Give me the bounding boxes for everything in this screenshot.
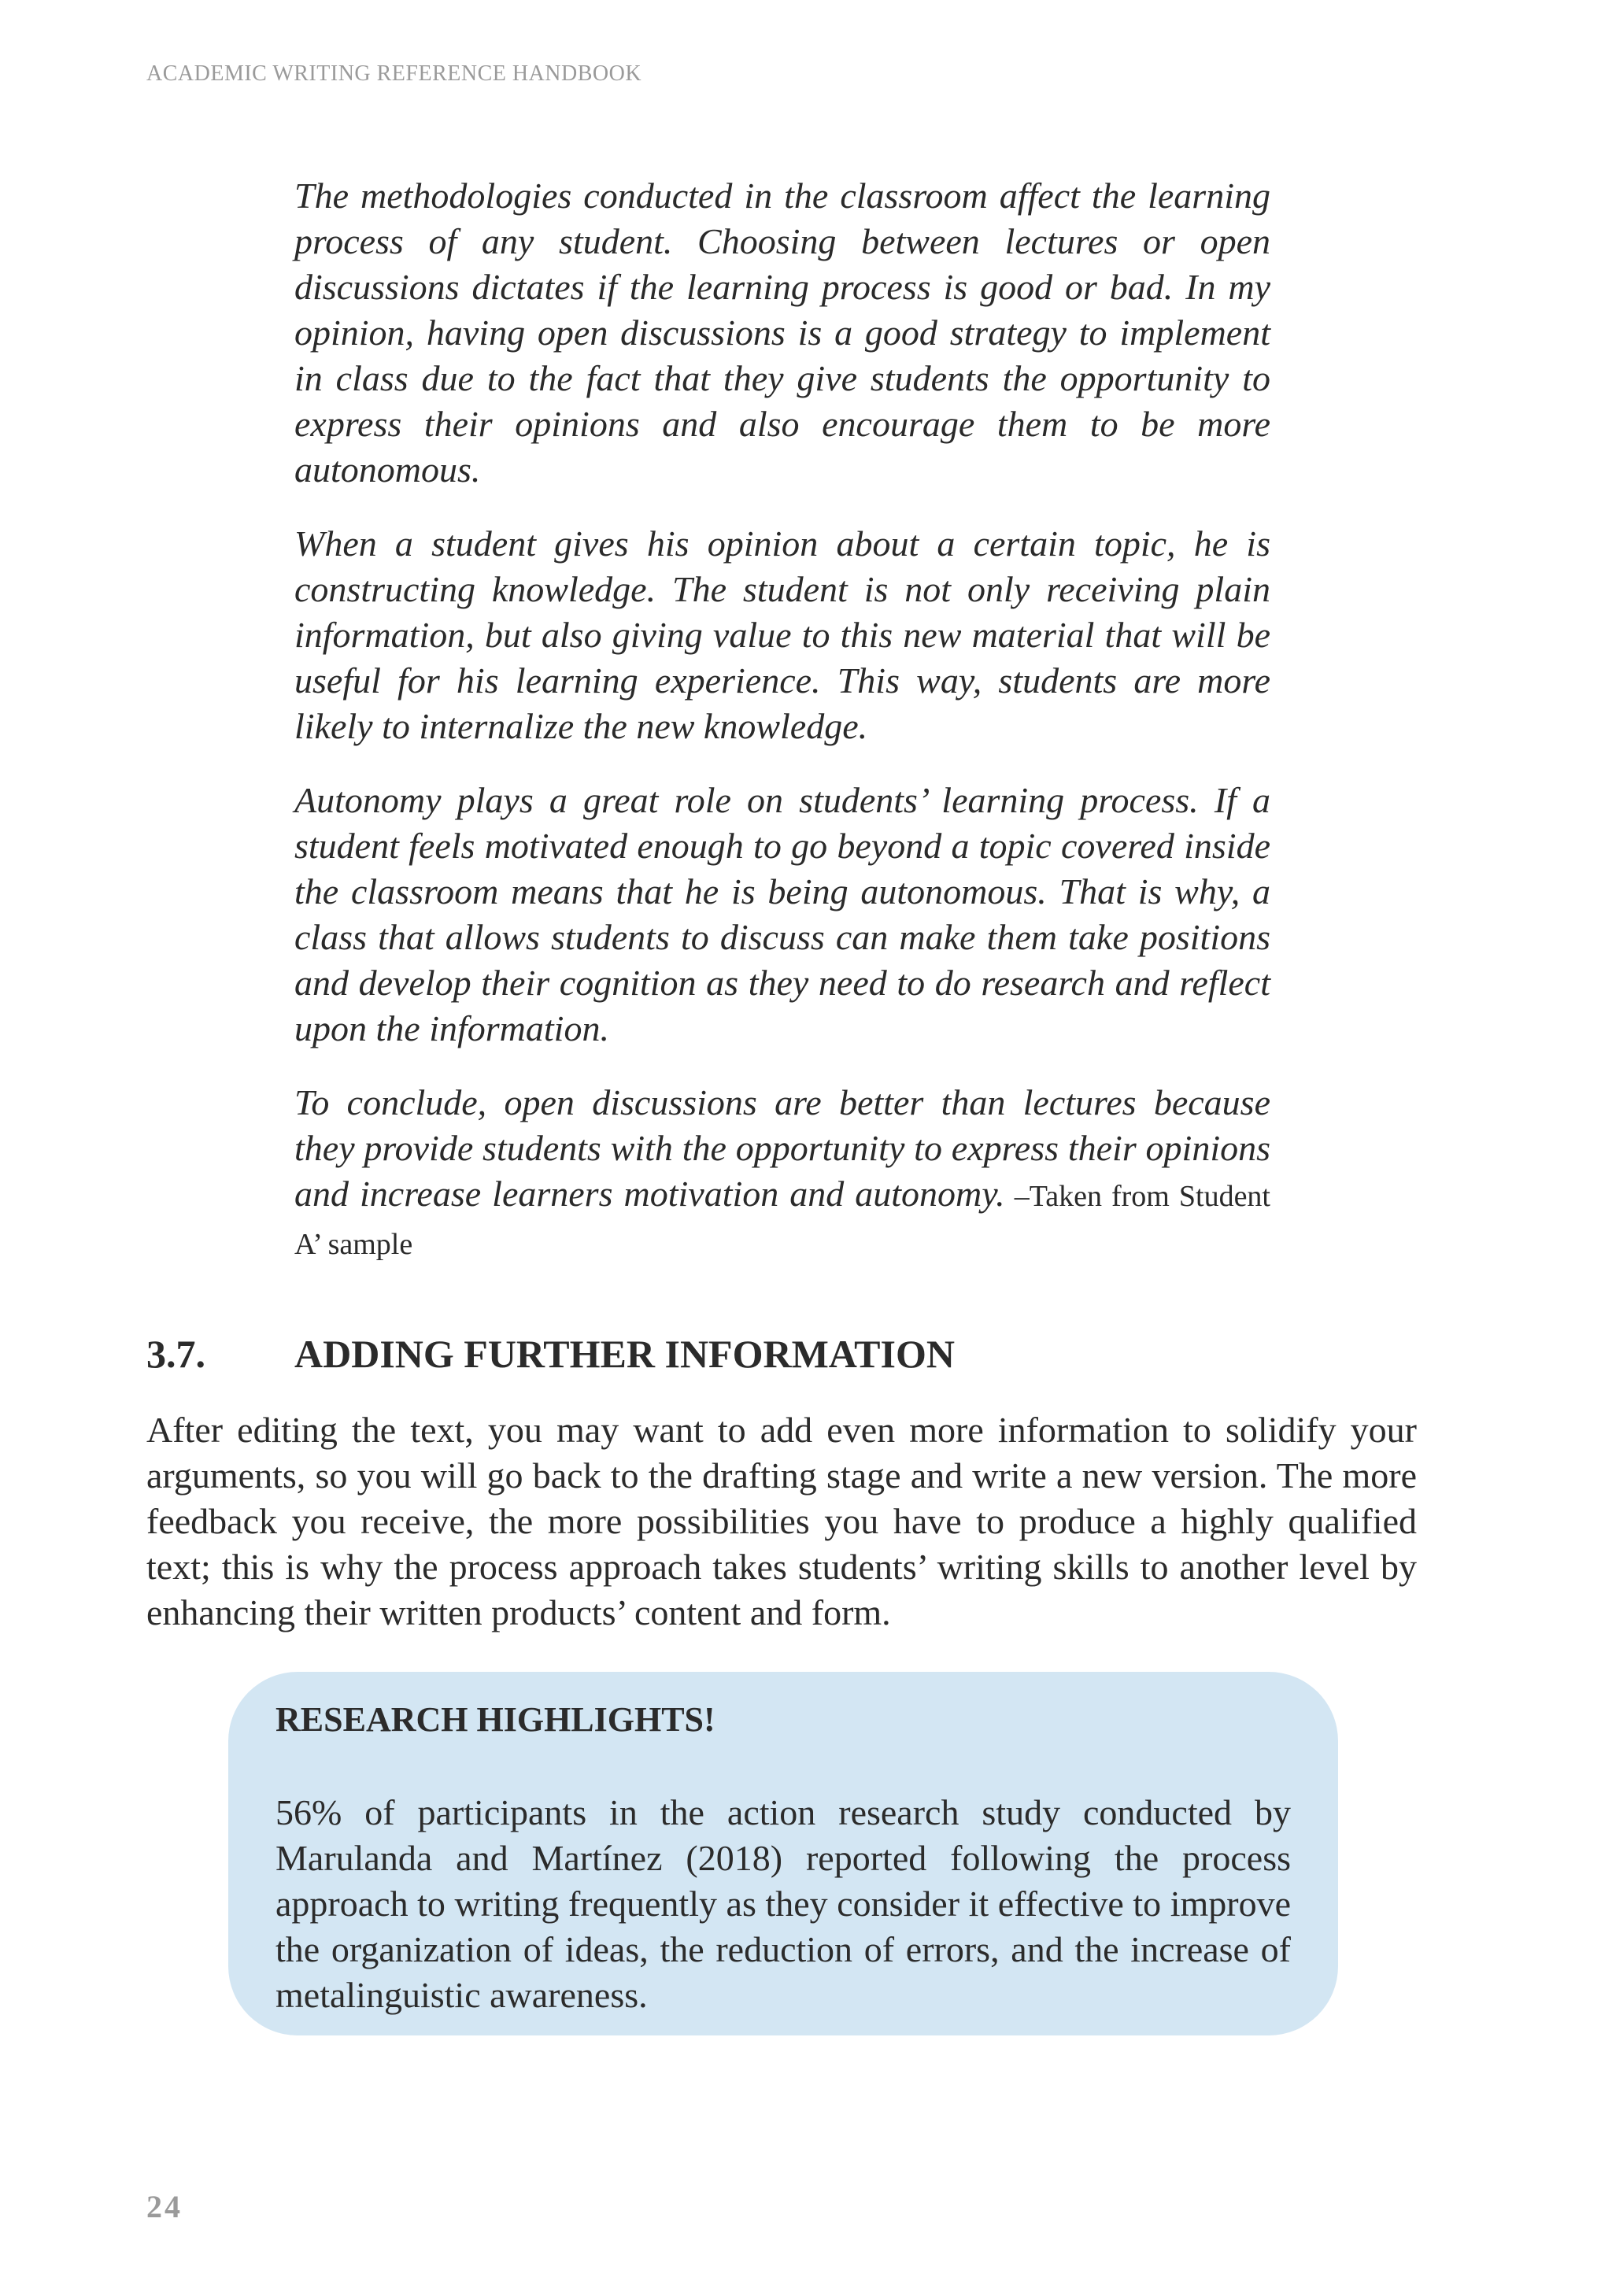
quote-paragraph-2: When a student gives his opinion about a certain topic, he is constructing knowledge. The student is not only receiving plain information, but also giving value to this new material that will be useful for his learning experience. This way, students are more likely to internalize the new knowledge. — [294, 523, 1270, 746]
section-number: 3.7. — [146, 1332, 205, 1376]
section-title: ADDING FURTHER INFORMATION — [294, 1332, 955, 1376]
research-highlights-title: RESEARCH HIGHLIGHTS! — [275, 1700, 715, 1739]
running-header: ACADEMIC WRITING REFERENCE HANDBOOK — [146, 61, 642, 86]
page-number: 24 — [146, 2189, 183, 2224]
quote-paragraph-1: The methodologies conducted in the classroom affect the learning process of any student. Choosing between lectures or open discussions dictates if the learning process is good or bad. In my opinion, having open discussions is a good strategy to implement in class due to the fact that they give students the opportunity to express their opinions and also encourage them to be more autonomous. — [294, 176, 1270, 490]
quote-attribution: –Taken from Student A’ sample — [294, 1180, 1270, 1261]
quote-paragraph-3: Autonomy plays a great role on students’ learning process. If a student feels motivated enough to go beyond a topic covered inside the classroom means that he is being autonomous. That is why, a class that allows students to discuss can make them take positions and develop their cognition as they need to do research and reflect upon the information. — [294, 780, 1270, 1048]
student-sample-quote — [294, 173, 1270, 1296]
research-highlights-text: 56% of participants in the action research study conducted by Marulanda and Martínez (2018) reported following the process approach to writing frequently as they consider it effective to improve the organization of ideas, the reduction of errors, and the increase of metalinguistic awareness. — [275, 1792, 1291, 2015]
section-body-paragraph: After editing the text, you may want to add even more information to solidify your arguments, so you will go back to the drafting stage and write a new version. The more feedback you receive, the more possibilities you have to produce a highly qualified text; this is why the process approach takes students’ writing skills to another level by enhancing their written products’ content and form. — [146, 1410, 1417, 1632]
section-heading — [146, 1330, 955, 1377]
research-highlights-box — [228, 1672, 1338, 2035]
quote-paragraph-4 — [294, 1080, 1270, 1267]
quote-conclusion-text: To conclude, open discussions are better than lectures because they provide students with the opportunity to express their opinions and increase learners motivation and autonomy. — [294, 1082, 1270, 1214]
